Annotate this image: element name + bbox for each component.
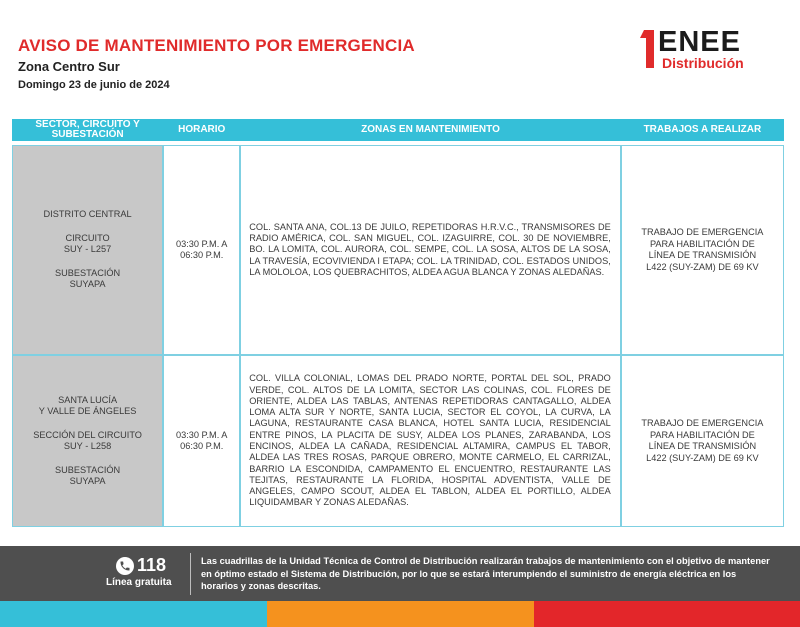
work-line: L422 (SUY-ZAM) DE 69 KV <box>646 261 759 272</box>
schedule-start: 03:30 P.M. A <box>176 238 228 249</box>
circuit-label: CIRCUITO <box>65 232 110 243</box>
zone-label: Zona Centro Sur <box>18 59 120 74</box>
sector-name: Y VALLE DE ÁNGELES <box>38 406 137 416</box>
table-row <box>12 145 784 355</box>
schedule-end: 06:30 P.M. <box>180 250 224 260</box>
footer-divider <box>190 553 191 595</box>
stripe-red <box>534 601 800 627</box>
circuit-code: SUY - L258 <box>63 441 112 451</box>
stripe-cyan <box>0 601 267 627</box>
footer-bar <box>0 546 800 601</box>
schedule-cell <box>163 355 240 527</box>
table-header-row <box>12 119 784 141</box>
notice-title: AVISO DE MANTENIMIENTO POR EMERGENCIA <box>18 36 415 55</box>
stripe-orange <box>267 601 534 627</box>
header-sector: SECTOR, CIRCUITO Y SUBESTACIÓN <box>12 119 163 141</box>
logo-sub: Distribución <box>662 55 744 71</box>
date-label: Domingo 23 de junio de 2024 <box>18 79 170 91</box>
hotline-number: 118 <box>137 555 167 575</box>
work-line: LÍNEA DE TRANSMISIÓN <box>648 441 757 451</box>
enee-logo <box>640 28 780 74</box>
work-line: PARA HABILITACIÓN DE <box>649 429 755 440</box>
schedule-end: 06:30 P.M. <box>180 441 224 451</box>
work-cell <box>621 145 784 355</box>
schedule-start: 03:30 P.M. A <box>176 429 228 440</box>
footer-message: Las cuadrillas de la Unidad Técnica de Control de Distribución realizarán trabajos de mantenimiento con el objetivo de mantener en óptimo estado el Sistema de Distribución, por lo que se estará interumpiendo el suministro de energía eléctrica en los horarios y zonas descritas. <box>201 556 770 592</box>
zones-cell: COL. SANTA ANA, COL.13 DE JUILO, REPETIDORAS H.R.V.C., TRANSMISORES DE RADIO AMÉRICA, COL. SAN MIGUEL, COL. IZAGUIRRE, COL. 30 DE NOVIEMBRE, BO. LA LOMITA, COL. AURORA, COL. SEMPE, COL. LA SOSA, ALTOS DE LA SOSA, LA TRAVESÍA, ECOVIVIENDA I ETAPA; COL. LA TRINIDAD, COL. ESTADOS UNIDOS, LA MOLOLOA, LOS QUEBRACHITOS, ALDEA AGUA BLANCA Y ZONAS ALEDAÑAS. <box>240 145 620 355</box>
substation-name: SUYAPA <box>69 279 106 290</box>
hotline-free-label: Línea gratuita <box>106 577 172 588</box>
schedule-cell <box>163 145 240 355</box>
sector-cell <box>12 145 163 355</box>
header-zones: ZONAS EN MANTENIMIENTO <box>240 119 620 141</box>
work-line: L422 (SUY-ZAM) DE 69 KV <box>646 452 759 463</box>
circuit-label: SECCIÓN DEL CIRCUITO <box>33 429 142 440</box>
table-row <box>12 355 784 527</box>
substation-name: SUYAPA <box>69 476 106 486</box>
phone-icon <box>116 557 134 575</box>
sector-cell <box>12 355 163 527</box>
substation-label: SUBESTACIÓN <box>55 464 121 475</box>
sector-name: SANTA LUCÍA <box>58 394 118 405</box>
header-work: TRABAJOS A REALIZAR <box>621 119 784 141</box>
work-line: LÍNEA DE TRANSMISIÓN <box>648 250 757 260</box>
sector-name: DISTRITO CENTRAL <box>43 209 132 220</box>
substation-label: SUBESTACIÓN <box>55 267 121 278</box>
circuit-code: SUY - L257 <box>63 244 112 255</box>
maintenance-table <box>12 119 784 527</box>
logo-brand: ENEE <box>658 26 741 58</box>
enee-logo-mark-icon <box>640 30 654 68</box>
work-line: PARA HABILITACIÓN DE <box>649 238 755 249</box>
work-line: TRABAJO DE EMERGENCIA <box>641 418 764 428</box>
work-cell <box>621 355 784 527</box>
header-schedule: HORARIO <box>163 119 240 141</box>
zones-cell: COL. VILLA COLONIAL, LOMAS DEL PRADO NORTE, PORTAL DEL SOL, PRADO VERDE, COL. ALTOS DE LA LOMITA, SECTOR LAS COLINAS, COL. FLORES DE ORIENTE, ALDEA LAS TABLAS, ANTENAS REPETIDORAS CANTAGALLO, ALDEA LOMA ALTA SUR Y NORTE, SANTA LUCIA, SECTOR EL COYOL, LA CURVA, LA LAGUNA, RESTAURANTE CASA BLANCA, HOTEL SANTA LUCIA, RESIDENCIAL ENTRE PINOS, LA PLACITA DE SUSY, ALDEA LOS PLANES, ZARABANDA, LOS ENCINOS, ALDEA LA CAÑADA, RESIDENCIAL ALTAMIRA, CAMPUS EL TABOR, ALDEA LAS TRES ROSAS, PARQUE OBRERO, MONTE CARMELO, EL CARRIZAL, BARRIO LA ESCONDIDA, CAMPAMENTO EL ENCUENTRO, RESTAURANTE LAS TEJITAS, RESTAURANTE LA FLORIDA, HOSPITAL ADVENTISTA, VALLE DE ANGELES, CAMPO SCOUT, ALDEA EL TABLON, ALDEA EL PORTILLO, ALDEA LIQUIDAMBAR Y ZONAS ALEDAÑAS. <box>240 355 620 527</box>
work-line: TRABAJO DE EMERGENCIA <box>641 227 764 237</box>
